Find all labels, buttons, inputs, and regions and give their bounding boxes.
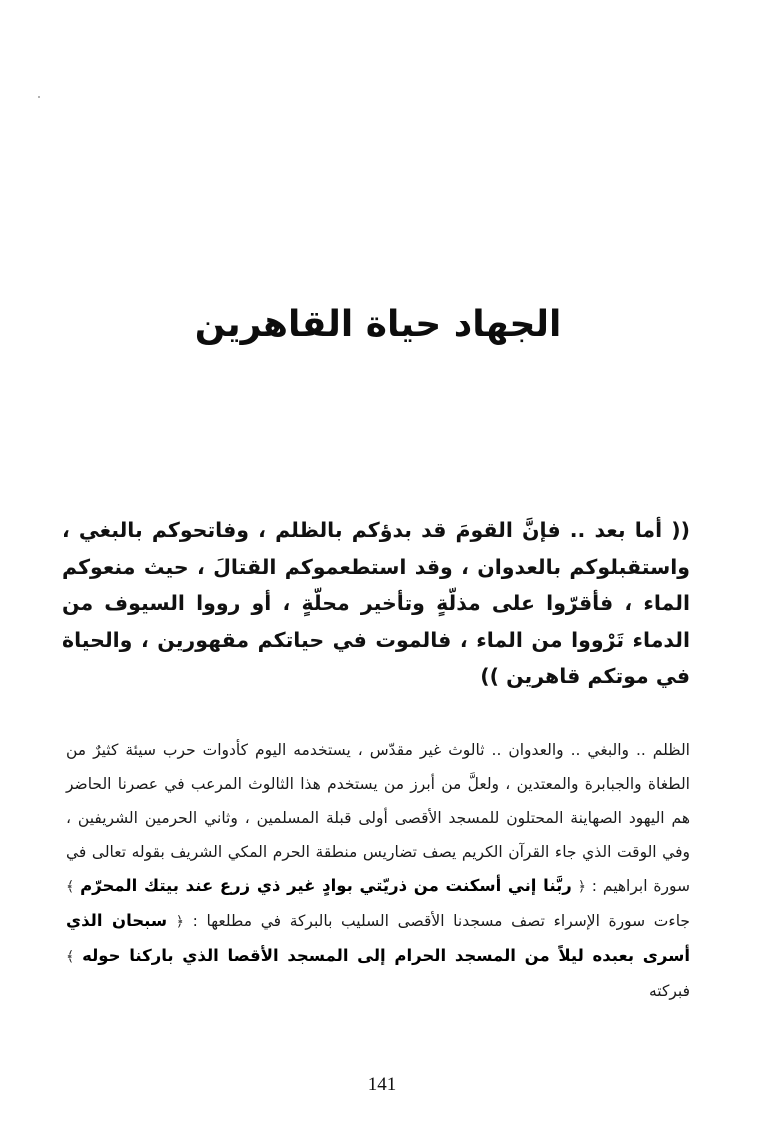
quran-bracket-close-2: ﴾ [66,949,75,965]
quran-bracket-close-1: ﴾ [66,879,75,895]
body-paragraph [66,733,690,1017]
scan-speck [38,96,40,98]
opening-quote: (( أما بعد .. فإنَّ القومَ قد بدؤكم بالظلم ، وفاتحوكم بالبغي ، واستقبلوكم بالعدوان ، وقد استطعموكم القتالَ ، حيث منعوكم الماء ، فأقرّوا على مذلّةٍ وتأخير محلّةٍ ، أو رووا السيوف من الدماء تَرْووا من الماء ، فالموت في حياتكم مقهورين ، والحياة في موتكم قاهرين )) [62,518,690,688]
body-text-1: الظلم .. والبغي .. والعدوان .. ثالوث غير مقدّس ، يستخدمه اليوم كأدوات حرب سيئة كثيرٌ من الطغاة والجبابرة والمعتدين ، ولعلَّ من أبرز من يستخدم هذا الثالوث المرعب في عصرنا الحاضر هم اليهود الصهاينة المحتلون للمسجد الأقصى أولى قبلة المسلمين ، وثاني الحرمين الشريفين ، وفي الوقت الذي جاء القرآن الكريم يصف تضاريس منطقة الحرم المكي الشريف بقوله تعالى في سورة ابراهيم : [66,741,691,895]
quran-bracket-open-1: ﴿ [577,879,586,895]
quran-bracket-open-2: ﴿ [175,914,184,930]
body-text-2: جاءت سورة الإسراء تصف مسجدنا الأقصى السليب بالبركة في مطلعها : [192,912,690,930]
chapter-title: الجهاد حياة القاهرين [194,304,562,345]
quran-verse-isra: سبحان الذي أسرى بعبده ليلاً من المسجد الحرام إلى المسجد الأقصا الذي باركنا حوله [66,911,690,965]
quran-verse-ibrahim: ربَّنا إني أسكنت من ذريّتي بوادٍ غير ذي زرع عند بيتك المحرّم [80,876,572,895]
page-number: 141 [367,1074,397,1095]
body-text-3: فبركته [648,982,690,1000]
